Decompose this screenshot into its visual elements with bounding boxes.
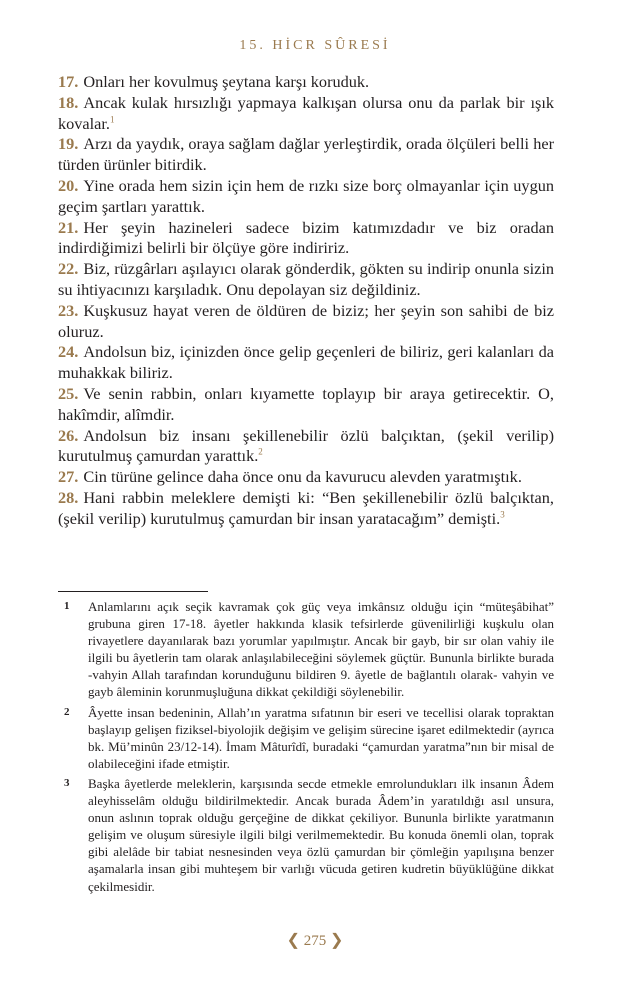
verse — [58, 134, 554, 176]
verse-text: Andolsun biz, içinizden önce gelip geçenleri de biliriz, geri kalanları da muhakkak biliriz. — [58, 342, 554, 383]
footnote-number: 2 — [64, 705, 70, 718]
verse — [58, 342, 554, 384]
footnote-number: 3 — [64, 776, 70, 789]
verse — [58, 301, 554, 343]
verse-number: 24. — [58, 342, 79, 362]
verse — [58, 218, 554, 260]
verse-text: Ve senin rabbin, onları kıyamette toplayıp bir araya getirecektir. O, hakîmdir, alîmdir. — [58, 383, 554, 424]
verse-text: Cin türüne gelince daha önce onu da kavurucu alevden yaratmıştık. — [83, 467, 522, 487]
footnote-separator — [58, 591, 208, 592]
verse — [58, 488, 554, 530]
verse — [58, 426, 554, 468]
verse-text: Her şeyin hazineleri sadece bizim katımızdadır ve biz oradan indirdiğimizi belirli bir ölçüye göre indiririz. — [58, 217, 554, 258]
running-head: 15. HİCR SÛRESİ — [239, 38, 391, 53]
verse-number: 22. — [58, 259, 79, 279]
verse-text: Arzı da yaydık, oraya sağlam dağlar yerleştirdik, orada ölçüleri belli her türden ürünler bitirdik. — [58, 134, 554, 175]
footnote-number: 1 — [64, 600, 70, 612]
left-ornament-icon: ❮ — [286, 932, 300, 949]
verse-list — [58, 72, 554, 530]
page-number-value: 275 — [303, 933, 327, 949]
verse — [58, 259, 554, 301]
right-ornament-icon: ❯ — [330, 932, 344, 949]
verse-number: 26. — [58, 425, 79, 445]
page-number — [0, 930, 630, 950]
footnote-marker[interactable]: 3 — [500, 509, 505, 520]
footnote-list — [58, 598, 554, 898]
verse-text: Ancak kulak hırsızlığı yapmaya kalkışan olursa onu da parlak bir ışık kovalar. — [58, 92, 554, 133]
verse-text: Kuşkusuz hayat veren de öldüren de biziz; her şeyin son sahibi de biz oluruz. — [58, 300, 554, 341]
verse-number: 25. — [58, 383, 79, 403]
footnote-text: Âyette insan bedeninin, Allah’ın yaratma sıfatının bir eseri ve tecellisi olarak topraktan başlayıp gelişen fiziksel-biyolojik değişim ve gelişim sürecine işaret edilmektedir (ayrıca bk. Mü’minûn 23/12-14). İmam Mâturîdî, buradaki “çamurdan yaratma”nın bir misal de olabileceğini ifade etmiştir. — [88, 704, 554, 771]
verse-text: Yine orada hem sizin için hem de rızkı size borç olmayanlar için uygun geçim şartları yarattık. — [58, 175, 554, 216]
verse-number: 17. — [58, 72, 79, 91]
verse-number: 19. — [58, 134, 79, 154]
verse-number: 23. — [58, 300, 79, 320]
verse-number: 20. — [58, 175, 79, 195]
verse-number: 28. — [58, 487, 79, 507]
footnote-marker[interactable]: 1 — [110, 114, 115, 125]
verse-number: 27. — [58, 467, 79, 487]
footnote-text: Anlamlarını açık seçik kavramak çok güç veya imkânsız olduğu için “müteşâbihat” grubuna giren 17-18. âyetler hakkında klasik tefsirlerde güvenilirliği kuşkulu olan rivayetlere dayanılarak bazı yorumlar yapılmıştır. Ancak bir gayb, bir sır olan vahiy ile ilgili bu âyetlerin tam olarak anlaşılabileceğini söylemek güçtür. Bununla birlikte burada -vahyin Allah tarafından korunduğunu bildiren 9. âyetle de bağlantılı olarak- vahyin ve gayb âleminin korunmuşluğuna dikkat çekildiği söylenebilir. — [88, 599, 554, 700]
footnote — [58, 598, 554, 701]
footnote-text: Başka âyetlerde meleklerin, karşısında secde etmekle emrolundukları ilk insanın Âdem aleyhisselâm olduğu bildirilmektedir. Ancak burada Âdem’in yaratıldığı asıl unsura, onun aslının toprak olduğu gerçeğine de dikkat çekiliyor. Bununla birlikte yaratmanın gelişim ve oluşum süresiyle ilgili bilgi verilmemektedir. Bu konuda önemli olan, toprak gibi alelâde bir tabiat nesnesinden veya özlü çamurdan bir çömleğin yapılışına benzer aşamalarla insan gibi muhteşem bir varlığı vücuda getiren kudretin büyüklüğüne dikkat çekilmesidir. — [88, 775, 554, 894]
verse-number: 18. — [58, 92, 79, 112]
verse-text: Hani rabbin meleklere demişti ki: “Ben şekillenebilir özlü balçıktan, (şekil verilip) kurutulmuş çamurdan bir insan yaratacağım” demişti. — [58, 487, 554, 528]
verse-text: Onları her kovulmuş şeytana karşı koruduk. — [83, 72, 370, 91]
verse — [58, 72, 554, 93]
footnote-marker[interactable]: 2 — [258, 446, 263, 457]
verse — [58, 93, 554, 135]
footnote — [58, 704, 554, 772]
verse — [58, 384, 554, 426]
verse-text: Biz, rüzgârları aşılayıcı olarak gönderdik, gökten su indirip onunla sizin su ihtiyacınızı karşıladık. Onu depolayan siz değildiniz. — [58, 259, 554, 299]
verse-text: Andolsun biz insanı şekillenebilir özlü balçıktan, (şekil verilip) kurutulmuş çamurdan yarattık. — [58, 425, 554, 466]
verse — [58, 467, 554, 488]
verse-number: 21. — [58, 217, 79, 237]
footnote — [58, 775, 554, 895]
verse — [58, 176, 554, 218]
